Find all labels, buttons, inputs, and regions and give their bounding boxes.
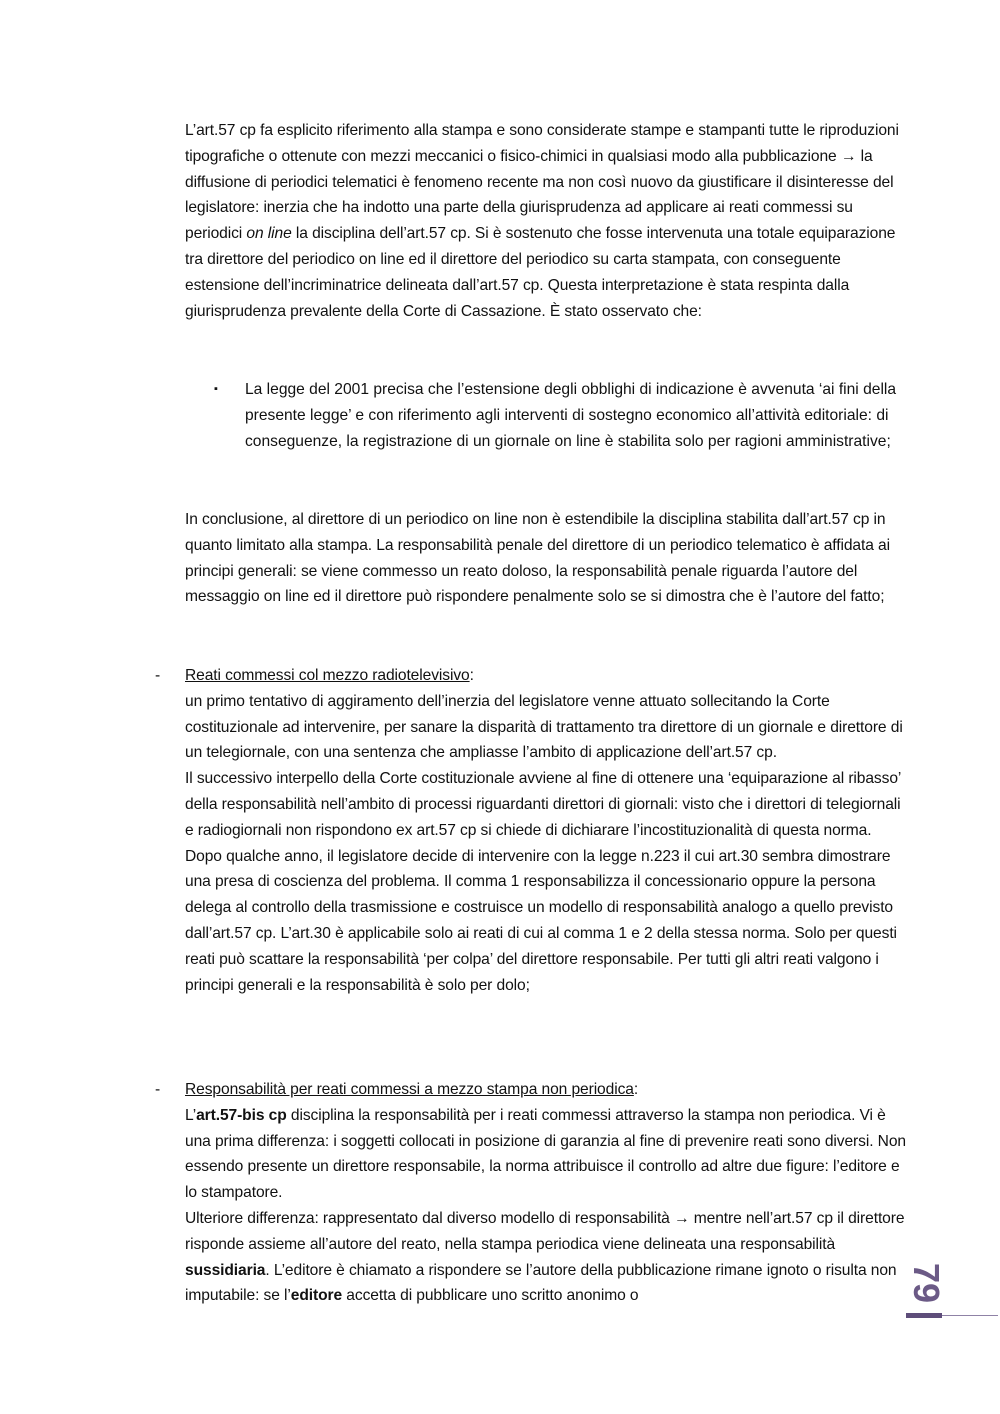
text-run: accetta di pubblicare uno scritto anonimo o [342, 1287, 639, 1305]
dash-bullet: - [155, 667, 161, 684]
text-run: L’ [185, 1106, 197, 1124]
list-item-heading-line [185, 663, 907, 689]
list-item-heading-line [185, 1077, 907, 1103]
text-run: Ulteriore differenza: rappresentato dal diverso modello di responsabilità [185, 1209, 674, 1227]
heading-colon: : [469, 667, 474, 684]
text-run: disciplina la responsabilità per i reati commessi attraverso la stampa non periodica. Vi è una prima differenza: i soggetti collocati in posizione di garanzia al fine di prevenire reati sono diversi. Non essendo presente un direttore responsabile, la norma attribuisce il controllo ad altre due figure: l’editore e lo stampatore. [185, 1106, 906, 1202]
page-number: 79 [906, 1262, 947, 1304]
section-heading: Responsabilità per reati commessi a mezzo stampa non periodica [185, 1081, 634, 1098]
text-run: L’art.57 cp fa esplicito riferimento alla stampa e sono considerate stampe e stampanti tutte le riproduzioni tipografiche o ottenute con mezzi meccanici o fisico-chimici in qualsiasi modo alla pubblicazione [185, 122, 899, 165]
text-run: . L’editore è chiamato a rispondere se l’autore della pubblicazione rimane ignoto o risulta non imputabile: se l’ [185, 1261, 897, 1305]
italic-term: on line [246, 225, 292, 243]
paragraph-text [185, 118, 907, 324]
bold-term: art.57-bis cp [196, 1106, 287, 1124]
square-bullet-icon: ▪ [214, 383, 218, 395]
paragraph-text: In conclusione, al direttore di un periodico on line non è estendibile la disciplina stabilita dall’art.57 cp in quanto limitato alla stampa. La responsabilità penale del direttore di un periodico telematico è affidata ai principi generali: se viene commesso un reato doloso, la responsabilità penale riguarda l’autore del messaggio on line ed il direttore può rispondere penalmente solo se si dimostra che è l’autore del fatto; [185, 511, 890, 606]
page-number-rule [906, 1313, 942, 1318]
paragraph-conclusion [185, 507, 907, 610]
bullet-text: La legge del 2001 precisa che l’estensione degli obblighi di indicazione è avvenuta ‘ai fini della presente legge’ e con riferimento agli interventi di sostegno economico all’attività editoriale: di conseguenze, la registrazione di un giornale on line è stabilita solo per ragioni amministrative; [245, 381, 897, 450]
list-item-body [185, 1077, 907, 1309]
text-run: la diffusione di periodici telematici è fenomeno recente ma non così nuovo da giustificare il disinteresse del legislatore: inerzia che ha indotto una parte della giurisprudenza ad applicare ai reati commessi su periodici [185, 147, 894, 243]
paragraph-text [185, 1103, 907, 1206]
paragraph-art57 [185, 118, 907, 324]
text-run: mentre nell’art.57 cp il direttore risponde assieme all’autore del reato, nella stampa periodica viene delineata una responsabilità [185, 1209, 905, 1253]
arrow-right-icon: → [674, 1209, 690, 1227]
bold-term: editore [290, 1287, 343, 1305]
text-run: la disciplina dell’art.57 cp. Si è sostenuto che fosse intervenuta una totale equiparazione tra direttore del periodico on line ed il direttore del periodico su carta stampata, con conseguente estensione dell’incriminatrice delineata dall’art.57 cp. Questa interpretazione è stata respinta dalla giurisprudenza prevalente della Corte di Cassazione. È stato osservato che: [185, 225, 896, 320]
bold-term: sussidiaria [185, 1261, 266, 1279]
section-heading: Reati commessi col mezzo radiotelevisivo [185, 667, 470, 684]
paragraph-text [185, 1206, 907, 1309]
paragraph-text: un primo tentativo di aggiramento dell’inerzia del legislatore venne attuato sollecitando la Corte costituzionale ad intervenire, per sanare la disparità di trattamento tra direttore di un giornale e direttore di un telegiornale, con una sentenza che ampliasse l’ambito di applicazione dell’art.57 cp. [185, 692, 903, 762]
list-item-body [185, 663, 907, 998]
arrow-right-icon: → [840, 147, 857, 165]
dash-bullet: - [155, 1081, 161, 1098]
paragraph-text: Il successivo interpello della Corte costituzionale avviene al fine di ottenere una ‘equiparazione al ribasso’ della responsabilità nell’ambito di processi riguardanti direttori di giornali: visto che i direttori di telegiornali e radiogiornali non rispondono ex art.57 cp si chiede di dichiarare l’incostituzionalità di questa norma. Dopo qualche anno, il legislatore decide di intervenire con la legge n.223 il cui art.30 sembra dimostrare una presa di coscienza del problema. Il comma 1 responsabilizza il concessionario oppure la persona delega al controllo della trasmissione e costruisce un modello di responsabilità analogo a quello previsto dall’art.57 cp. L’art.30 è applicabile solo ai reati di cui al comma 1 e 2 della stessa norma. Solo per questi reati può scattare la responsabilità ‘per colpa’ del direttore responsabile. Per tutti gli altri reati valgono i principi generali e la responsabilità è solo per dolo; [185, 770, 901, 994]
page-number-rule-line [942, 1315, 998, 1316]
heading-colon: : [633, 1081, 639, 1098]
